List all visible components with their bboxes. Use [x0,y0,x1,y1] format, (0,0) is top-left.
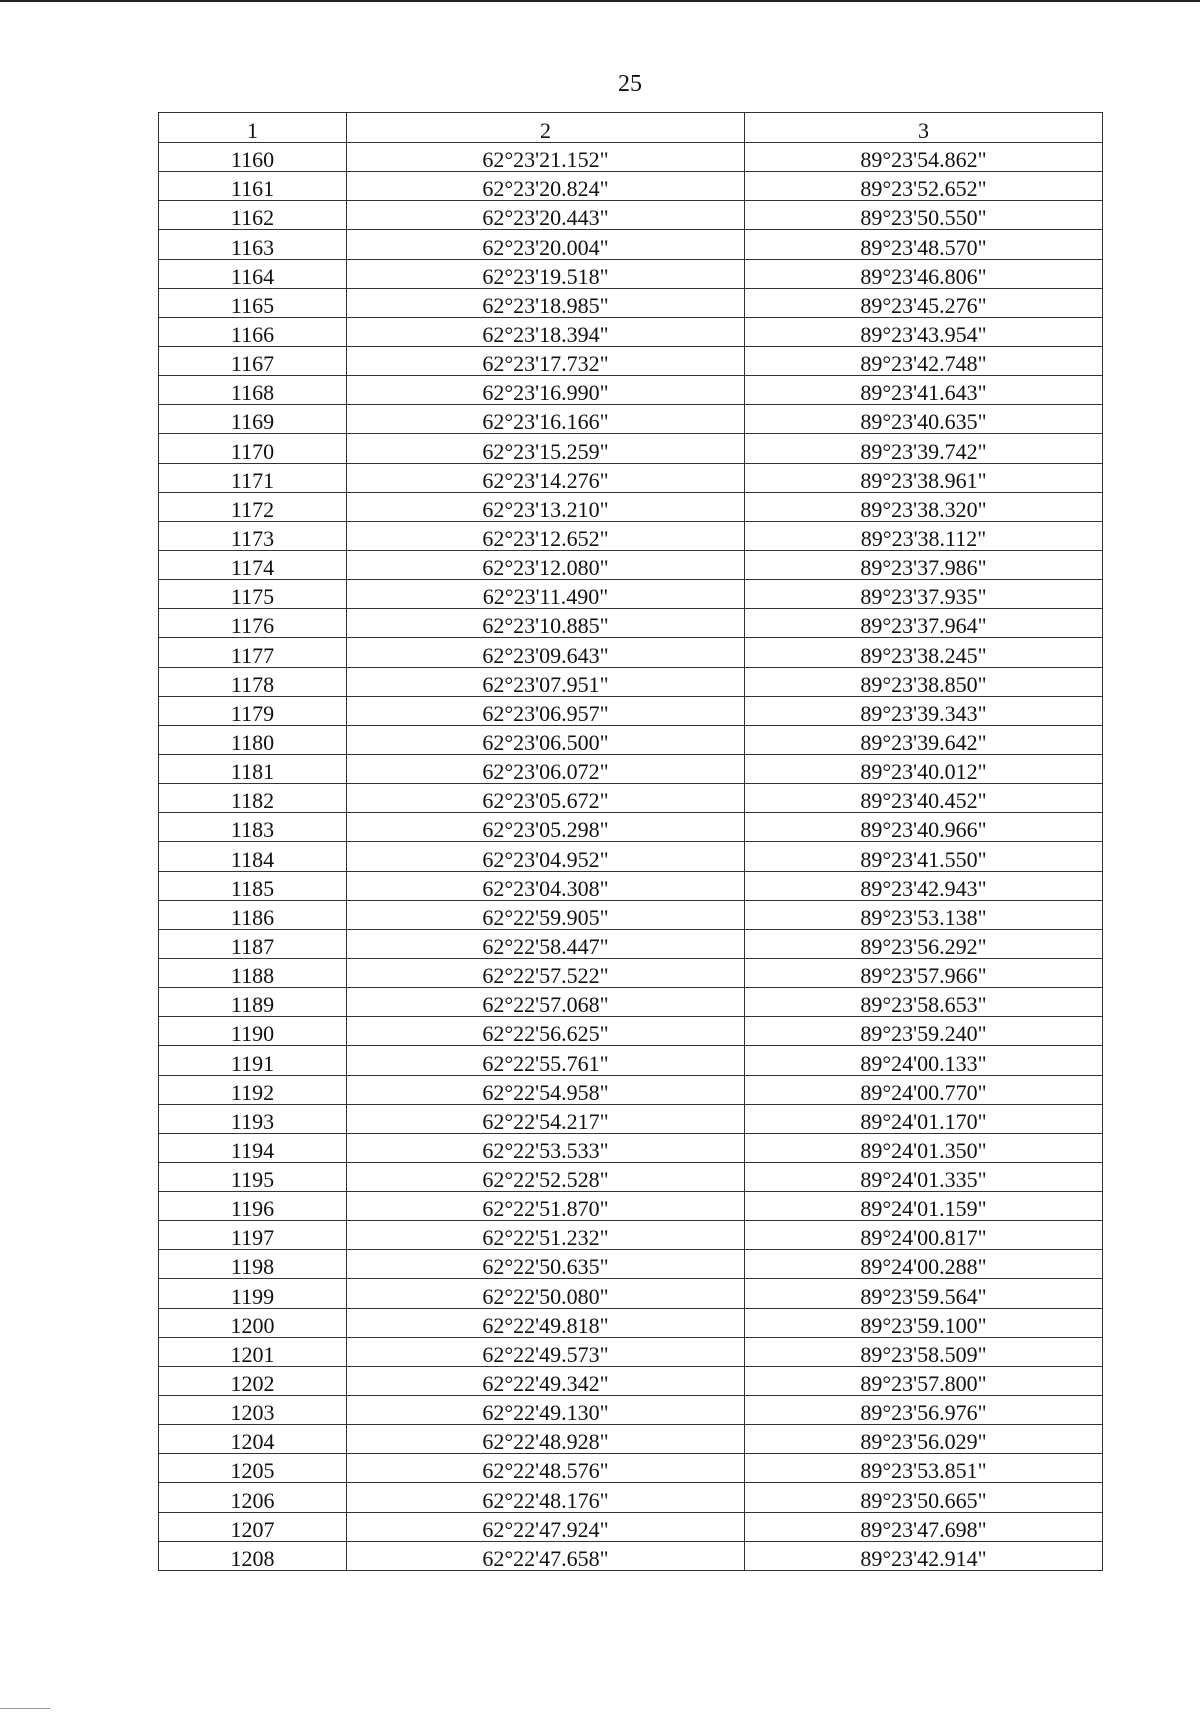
table-row [159,580,1103,609]
cell-latitude: 62°22'55.761" [347,1046,745,1075]
cell-longitude: 89°24'00.133" [745,1046,1103,1075]
cell-longitude: 89°23'38.320" [745,492,1103,521]
cell-point-number: 1186 [159,900,347,929]
table-row [159,346,1103,375]
cell-point-number: 1187 [159,929,347,958]
cell-point-number: 1189 [159,988,347,1017]
cell-point-number: 1167 [159,346,347,375]
cell-latitude: 62°22'52.528" [347,1162,745,1191]
table-row [159,550,1103,579]
cell-latitude: 62°23'20.824" [347,172,745,201]
table-row [159,754,1103,783]
cell-point-number: 1208 [159,1541,347,1570]
cell-latitude: 62°22'54.217" [347,1104,745,1133]
cell-latitude: 62°23'12.080" [347,550,745,579]
cell-longitude: 89°23'59.240" [745,1017,1103,1046]
page-number: 25 [618,71,642,97]
table-body [159,143,1103,1571]
cell-point-number: 1175 [159,580,347,609]
cell-longitude: 89°23'42.748" [745,346,1103,375]
cell-point-number: 1183 [159,813,347,842]
table-row [159,259,1103,288]
cell-longitude: 89°23'40.966" [745,813,1103,842]
cell-point-number: 1164 [159,259,347,288]
cell-latitude: 62°22'48.576" [347,1454,745,1483]
cell-point-number: 1180 [159,725,347,754]
cell-latitude: 62°23'05.672" [347,784,745,813]
cell-point-number: 1193 [159,1104,347,1133]
table-row [159,492,1103,521]
cell-point-number: 1192 [159,1075,347,1104]
cell-longitude: 89°23'39.742" [745,434,1103,463]
table-row [159,813,1103,842]
cell-latitude: 62°22'49.130" [347,1396,745,1425]
table-row [159,784,1103,813]
cell-point-number: 1166 [159,317,347,346]
bottom-edge-mark [0,1708,50,1709]
table-row [159,1366,1103,1395]
cell-point-number: 1168 [159,376,347,405]
cell-longitude: 89°23'38.850" [745,667,1103,696]
table-row [159,1425,1103,1454]
table-row [159,376,1103,405]
cell-point-number: 1188 [159,958,347,987]
cell-longitude: 89°23'56.976" [745,1396,1103,1425]
cell-longitude: 89°24'01.335" [745,1162,1103,1191]
cell-latitude: 62°23'17.732" [347,346,745,375]
table-row [159,1017,1103,1046]
cell-latitude: 62°22'47.658" [347,1541,745,1570]
cell-latitude: 62°22'50.635" [347,1250,745,1279]
cell-latitude: 62°23'20.004" [347,230,745,259]
cell-point-number: 1207 [159,1512,347,1541]
table-row [159,1396,1103,1425]
cell-point-number: 1160 [159,143,347,172]
cell-longitude: 89°23'42.914" [745,1541,1103,1570]
table-row [159,1279,1103,1308]
cell-latitude: 62°22'48.928" [347,1425,745,1454]
cell-point-number: 1177 [159,638,347,667]
cell-longitude: 89°23'57.966" [745,958,1103,987]
cell-latitude: 62°23'06.957" [347,696,745,725]
table-row [159,288,1103,317]
cell-longitude: 89°23'40.452" [745,784,1103,813]
table-row [159,463,1103,492]
table-row [159,1337,1103,1366]
table-row [159,1483,1103,1512]
top-edge-rule [0,0,1200,2]
table-row [159,521,1103,550]
cell-latitude: 62°23'18.394" [347,317,745,346]
cell-point-number: 1205 [159,1454,347,1483]
cell-point-number: 1196 [159,1192,347,1221]
table-row [159,1075,1103,1104]
cell-longitude: 89°23'38.112" [745,521,1103,550]
cell-point-number: 1198 [159,1250,347,1279]
table-row [159,842,1103,871]
cell-longitude: 89°24'01.350" [745,1133,1103,1162]
cell-longitude: 89°23'53.851" [745,1454,1103,1483]
cell-latitude: 62°22'49.573" [347,1337,745,1366]
cell-longitude: 89°23'41.643" [745,376,1103,405]
table-row [159,900,1103,929]
cell-latitude: 62°22'58.447" [347,929,745,958]
cell-longitude: 89°23'47.698" [745,1512,1103,1541]
cell-point-number: 1204 [159,1425,347,1454]
cell-latitude: 62°23'10.885" [347,609,745,638]
table-row [159,1221,1103,1250]
cell-latitude: 62°22'53.533" [347,1133,745,1162]
cell-point-number: 1161 [159,172,347,201]
cell-longitude: 89°23'45.276" [745,288,1103,317]
cell-point-number: 1200 [159,1308,347,1337]
cell-point-number: 1206 [159,1483,347,1512]
cell-point-number: 1182 [159,784,347,813]
cell-point-number: 1169 [159,405,347,434]
cell-latitude: 62°23'06.500" [347,725,745,754]
cell-latitude: 62°22'49.342" [347,1366,745,1395]
cell-longitude: 89°23'56.292" [745,929,1103,958]
cell-longitude: 89°23'38.961" [745,463,1103,492]
cell-latitude: 62°23'20.443" [347,201,745,230]
cell-longitude: 89°23'37.964" [745,609,1103,638]
cell-latitude: 62°22'51.232" [347,1221,745,1250]
cell-latitude: 62°23'18.985" [347,288,745,317]
cell-longitude: 89°23'52.652" [745,172,1103,201]
table-row [159,609,1103,638]
cell-longitude: 89°23'48.570" [745,230,1103,259]
cell-longitude: 89°23'37.986" [745,550,1103,579]
cell-latitude: 62°22'47.924" [347,1512,745,1541]
table-row [159,1104,1103,1133]
column-header-point-number: 1 [159,113,347,143]
cell-longitude: 89°23'59.564" [745,1279,1103,1308]
cell-point-number: 1194 [159,1133,347,1162]
table-row [159,1192,1103,1221]
cell-longitude: 89°23'46.806" [745,259,1103,288]
cell-longitude: 89°24'00.817" [745,1221,1103,1250]
cell-longitude: 89°23'42.943" [745,871,1103,900]
table-row [159,929,1103,958]
table-row [159,317,1103,346]
column-header-longitude: 3 [745,113,1103,143]
table-row [159,1512,1103,1541]
table-row [159,1250,1103,1279]
cell-longitude: 89°24'00.770" [745,1075,1103,1104]
table-row [159,958,1103,987]
cell-latitude: 62°23'12.652" [347,521,745,550]
cell-longitude: 89°23'50.550" [745,201,1103,230]
cell-longitude: 89°24'00.288" [745,1250,1103,1279]
cell-longitude: 89°23'38.245" [745,638,1103,667]
cell-point-number: 1178 [159,667,347,696]
cell-latitude: 62°23'19.518" [347,259,745,288]
cell-point-number: 1184 [159,842,347,871]
cell-latitude: 62°23'16.166" [347,405,745,434]
cell-latitude: 62°23'06.072" [347,754,745,783]
table-row [159,230,1103,259]
cell-longitude: 89°23'50.665" [745,1483,1103,1512]
cell-latitude: 62°23'09.643" [347,638,745,667]
cell-point-number: 1203 [159,1396,347,1425]
table-header [159,113,1103,143]
cell-latitude: 62°23'15.259" [347,434,745,463]
cell-longitude: 89°23'58.509" [745,1337,1103,1366]
table-row [159,143,1103,172]
cell-longitude: 89°24'01.170" [745,1104,1103,1133]
cell-latitude: 62°23'21.152" [347,143,745,172]
cell-longitude: 89°23'59.100" [745,1308,1103,1337]
cell-latitude: 62°22'50.080" [347,1279,745,1308]
cell-longitude: 89°23'41.550" [745,842,1103,871]
cell-longitude: 89°23'37.935" [745,580,1103,609]
cell-point-number: 1199 [159,1279,347,1308]
cell-point-number: 1173 [159,521,347,550]
cell-longitude: 89°23'57.800" [745,1366,1103,1395]
cell-latitude: 62°22'54.958" [347,1075,745,1104]
table-row [159,405,1103,434]
cell-latitude: 62°23'04.952" [347,842,745,871]
cell-point-number: 1179 [159,696,347,725]
column-header-latitude: 2 [347,113,745,143]
cell-longitude: 89°23'40.635" [745,405,1103,434]
coordinates-table [158,112,1103,1571]
cell-latitude: 62°22'57.068" [347,988,745,1017]
table-row [159,696,1103,725]
cell-latitude: 62°23'05.298" [347,813,745,842]
cell-longitude: 89°23'39.343" [745,696,1103,725]
cell-point-number: 1201 [159,1337,347,1366]
table-row [159,1308,1103,1337]
header-row [159,113,1103,143]
cell-point-number: 1165 [159,288,347,317]
cell-point-number: 1191 [159,1046,347,1075]
cell-latitude: 62°22'48.176" [347,1483,745,1512]
cell-point-number: 1181 [159,754,347,783]
cell-longitude: 89°23'54.862" [745,143,1103,172]
table-row [159,434,1103,463]
cell-longitude: 89°23'56.029" [745,1425,1103,1454]
table-row [159,638,1103,667]
table-row [159,1133,1103,1162]
cell-latitude: 62°22'51.870" [347,1192,745,1221]
table-row [159,172,1103,201]
table-row [159,1541,1103,1570]
cell-latitude: 62°23'16.990" [347,376,745,405]
cell-point-number: 1185 [159,871,347,900]
cell-longitude: 89°23'53.138" [745,900,1103,929]
cell-point-number: 1171 [159,463,347,492]
cell-point-number: 1170 [159,434,347,463]
table-row [159,201,1103,230]
cell-latitude: 62°23'13.210" [347,492,745,521]
cell-point-number: 1176 [159,609,347,638]
table-row [159,1162,1103,1191]
cell-longitude: 89°23'43.954" [745,317,1103,346]
cell-longitude: 89°24'01.159" [745,1192,1103,1221]
cell-latitude: 62°23'14.276" [347,463,745,492]
table-row [159,988,1103,1017]
cell-point-number: 1163 [159,230,347,259]
table-row [159,871,1103,900]
cell-latitude: 62°22'57.522" [347,958,745,987]
cell-point-number: 1174 [159,550,347,579]
cell-latitude: 62°23'07.951" [347,667,745,696]
cell-point-number: 1172 [159,492,347,521]
table-row [159,725,1103,754]
cell-point-number: 1162 [159,201,347,230]
cell-latitude: 62°23'11.490" [347,580,745,609]
cell-longitude: 89°23'39.642" [745,725,1103,754]
cell-point-number: 1202 [159,1366,347,1395]
cell-point-number: 1195 [159,1162,347,1191]
cell-latitude: 62°23'04.308" [347,871,745,900]
cell-point-number: 1190 [159,1017,347,1046]
table-row [159,667,1103,696]
cell-longitude: 89°23'40.012" [745,754,1103,783]
table-row [159,1454,1103,1483]
cell-point-number: 1197 [159,1221,347,1250]
table-row [159,1046,1103,1075]
cell-latitude: 62°22'59.905" [347,900,745,929]
cell-latitude: 62°22'49.818" [347,1308,745,1337]
cell-longitude: 89°23'58.653" [745,988,1103,1017]
cell-latitude: 62°22'56.625" [347,1017,745,1046]
